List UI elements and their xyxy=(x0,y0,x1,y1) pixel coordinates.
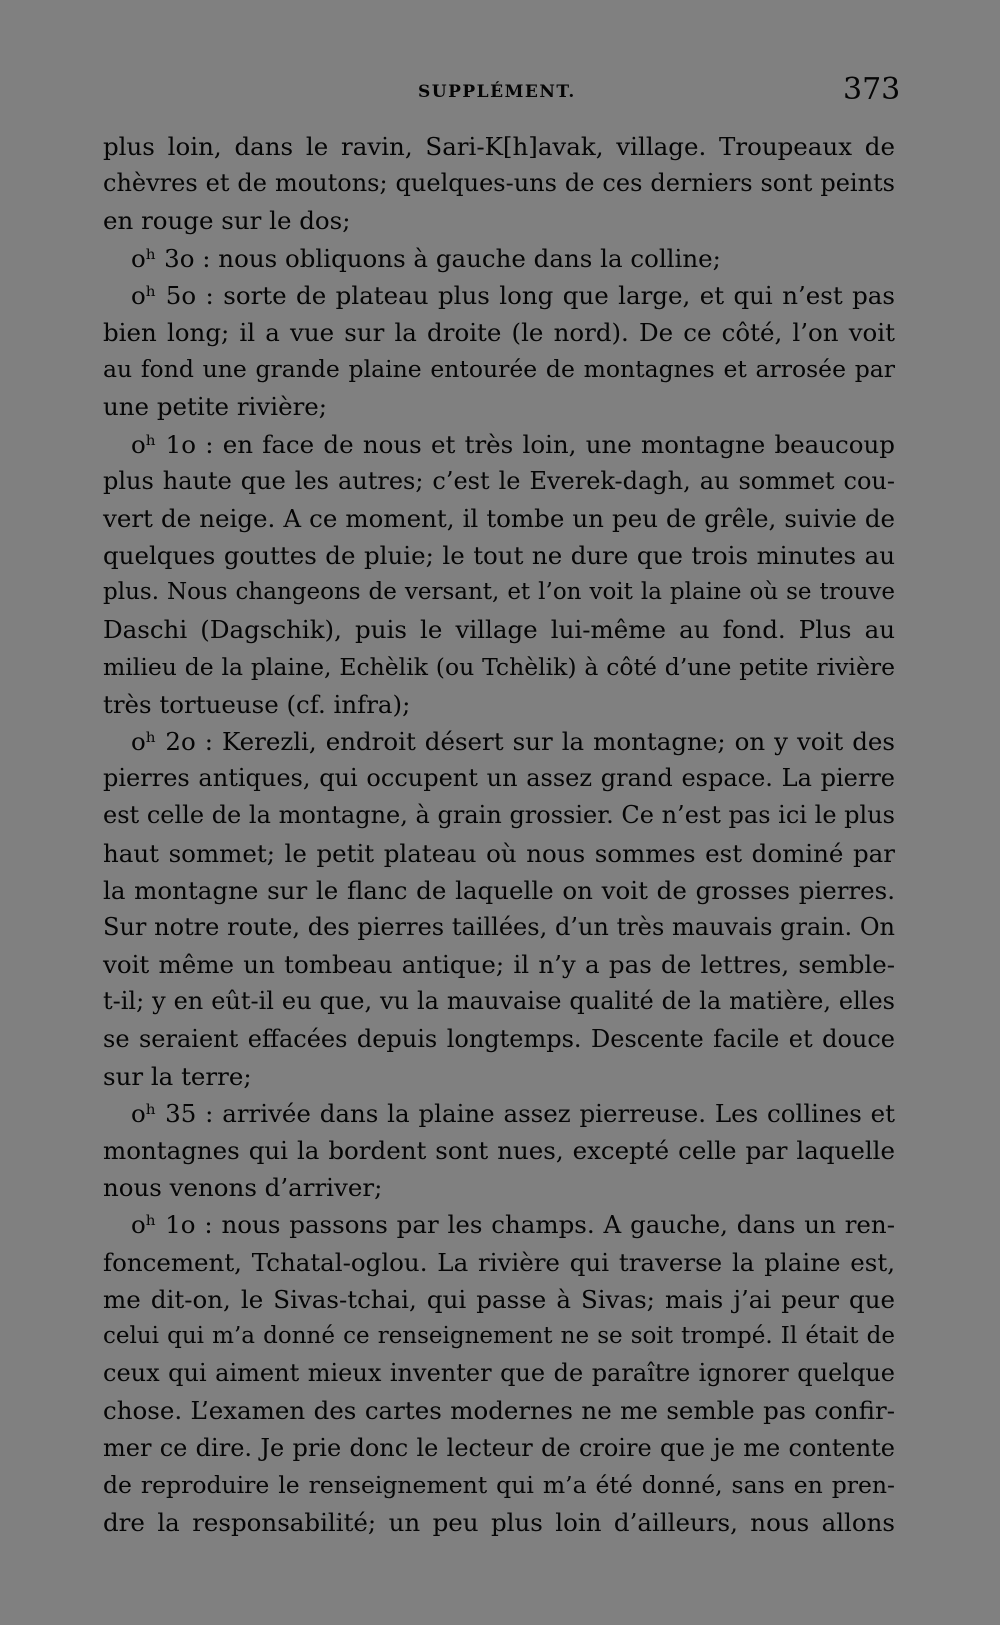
text-line: très tortueuse (cf. infra); xyxy=(103,689,411,719)
text-line: oʰ 1o : en face de nous et très loin, une montagne beaucoup xyxy=(131,429,895,459)
text-line: celui qui m’a donné ce renseignement ne se soit trompé. Il était de xyxy=(103,1323,895,1349)
text-line: bien long; il a vue sur la droite (le nord). De ce côté, l’on voit xyxy=(103,317,895,347)
text-line: milieu de la plaine, Echèlik (ou Tchèlik) à côté d’une petite rivière xyxy=(103,652,895,681)
text-line: se seraient effacées depuis longtemps. Descente facile et douce xyxy=(103,1024,895,1053)
text-line: chèvres et de moutons; quelques-uns de ces derniers sont peints xyxy=(103,169,895,198)
text-line: la montagne sur le flanc de laquelle on voit de grosses pierres. xyxy=(103,875,895,905)
text-line: au fond une grande plaine entourée de montagnes et arrosée par xyxy=(103,355,895,384)
text-line: pierres antiques, qui occupent un assez grand espace. La pierre xyxy=(103,764,895,793)
text-line: montagnes qui la bordent sont nues, excepté celle par laquelle xyxy=(103,1136,895,1166)
running-title: SUPPLÉMENT. xyxy=(418,82,576,102)
text-line: me dit-on, le Sivas-tchai, qui passe à Sivas; mais j’ai peur que xyxy=(103,1284,895,1314)
text-line: de reproduire le renseignement qui m’a été donné, sans en pren- xyxy=(103,1470,895,1499)
text-line: Sur notre route, des pierres taillées, d’un très mauvais grain. On xyxy=(103,912,895,941)
text-line: plus haute que les autres; c’est le Everek-dagh, au sommet cou- xyxy=(103,466,895,495)
text-line: oʰ 5o : sorte de plateau plus long que large, et qui n’est pas xyxy=(131,280,895,310)
text-line: foncement, Tchatal-oglou. La rivière qui traverse la plaine est, xyxy=(103,1247,895,1277)
text-line: oʰ 2o : Kerezli, endroit désert sur la montagne; on y voit des xyxy=(131,727,895,756)
text-line: chose. L’examen des cartes modernes ne me semble pas confir- xyxy=(103,1396,895,1426)
text-line: mer ce dire. Je prie donc le lecteur de croire que je me contente xyxy=(103,1433,895,1462)
text-line: vert de neige. A ce moment, il tombe un peu de grêle, suivie de xyxy=(103,503,895,533)
text-line: une petite rivière; xyxy=(103,392,328,422)
text-line: plus loin, dans le ravin, Sari-K[h]avak, village. Troupeaux de xyxy=(103,132,895,161)
page-number: 373 xyxy=(843,72,901,107)
text-line: quelques gouttes de pluie; le tout ne dure que trois minutes au xyxy=(103,541,895,571)
text-line: en rouge sur le dos; xyxy=(103,206,351,236)
text-line: voit même un tombeau antique; il n’y a pas de lettres, semble- xyxy=(103,950,895,980)
text-line: sur la terre; xyxy=(103,1061,252,1091)
text-line: oʰ 1o : nous passons par les champs. A gauche, dans un ren- xyxy=(131,1210,895,1240)
text-line: oʰ 3o : nous obliquons à gauche dans la colline; xyxy=(131,243,721,273)
text-line: est celle de la montagne, à grain grossier. Ce n’est pas ici le plus xyxy=(103,801,895,830)
text-line: ceux qui aiment mieux inventer que de paraître ignorer quelque xyxy=(103,1359,895,1388)
text-line: haut sommet; le petit plateau où nous sommes est dominé par xyxy=(103,838,895,868)
text-line: dre la responsabilité; un peu plus loin d’ailleurs, nous allons xyxy=(103,1507,895,1537)
body-text xyxy=(103,128,895,1541)
text-line: oʰ 35 : arrivée dans la plaine assez pierreuse. Les collines et xyxy=(131,1098,895,1128)
text-line: plus. Nous changeons de versant, et l’on voit la plaine où se trouve xyxy=(103,579,895,606)
text-line: nous venons d’arriver; xyxy=(103,1173,383,1203)
text-line: t-il; y en eût-il eu que, vu la mauvaise qualité de la matière, elles xyxy=(103,987,895,1016)
text-line: Daschi (Dagschik), puis le village lui-même au fond. Plus au xyxy=(103,615,895,645)
